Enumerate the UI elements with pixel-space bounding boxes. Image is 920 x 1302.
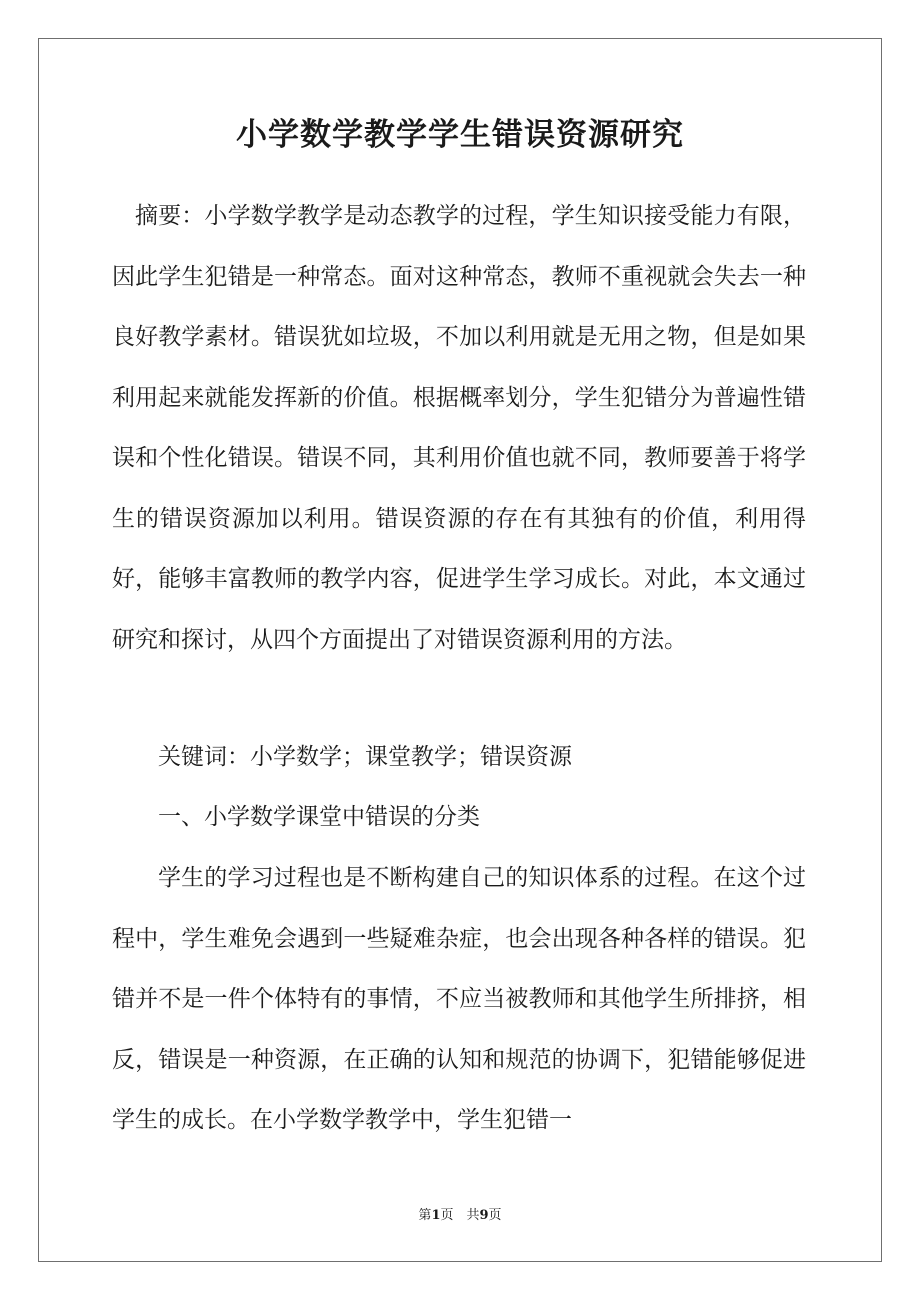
page-suffix: 页: [488, 1208, 502, 1223]
section-heading: 一、小学数学课堂中错误的分类: [158, 804, 480, 830]
abstract-paragraph: 摘要：小学数学教学是动态教学的过程，学生知识接受能力有限，因此学生犯错是一种常态。面对这种常态，教师不重视就会失去一种良好教学素材。错误犹如垃圾，不加以利用就是无用之物，但是如果利用起来就能发挥新的价值。根据概率划分，学生犯错分为普遍性错误和个性化错误。错误不同，其利用价值也就不同，教师要善于将学生的错误资源加以利用。错误资源的存在有其独有的价值，利用得好，能够丰富教师的教学内容，促进学生学习成长。对此，本文通过研究和探讨，从四个方面提出了对错误资源利用的方法。: [112, 203, 806, 653]
current-page-number: 1: [431, 1208, 441, 1223]
page-mid: 页 共: [440, 1208, 480, 1223]
total-pages-number: 9: [479, 1208, 489, 1223]
keywords-paragraph: 关键词：小学数学；课堂教学；错误资源: [158, 744, 572, 770]
page-footer: [0, 1206, 920, 1226]
document-title: 小学数学教学学生错误资源研究: [236, 117, 684, 153]
body-paragraph: 学生的学习过程也是不断构建自己的知识体系的过程。在这个过程中，学生难免会遇到一些疑难杂症，也会出现各种各样的错误。犯错并不是一件个体特有的事情，不应当被教师和其他学生所排挤，相反，错误是一种资源，在正确的认知和规范的协调下，犯错能够促进学生的成长。在小学数学教学中，学生犯错一: [112, 865, 806, 1133]
page-prefix: 第: [418, 1208, 432, 1223]
